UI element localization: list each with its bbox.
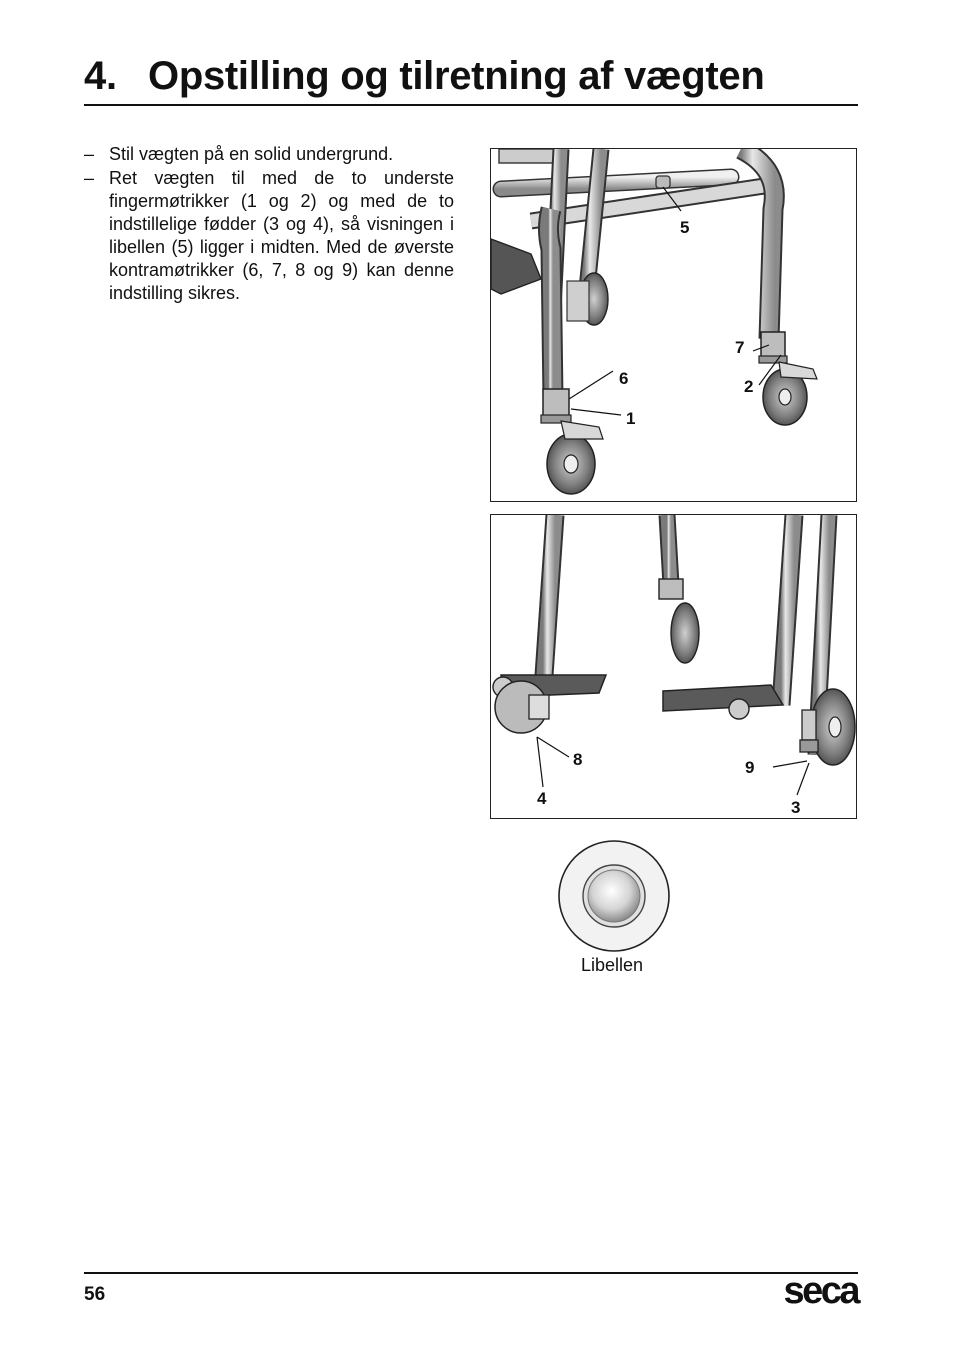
callout-lock-nut-8: 8 — [573, 750, 583, 769]
brand-logo: seca — [783, 1270, 858, 1312]
page-number: 56 — [84, 1284, 106, 1305]
bullet-dash: – — [84, 168, 95, 188]
header-rule — [84, 104, 858, 106]
instruction-text: Stil vægten på en solid undergrund. — [109, 144, 394, 164]
callout-level: 5 — [680, 218, 690, 237]
level-caption: Libellen — [580, 955, 644, 975]
instruction-text: Ret vægten til med de to underste fingermøtrikker (1 og 2) og med de to indstillelige fødder (3 og 4), så visningen i libellen (5) ligger i midten. Med de øverste kontramøtrikker (6, 7, 8 og 9) kan denne indstilling sikres. — [109, 168, 454, 303]
callout-adjustable-foot-4: 4 — [537, 789, 547, 808]
spirit-level-graphic — [557, 839, 671, 953]
page-title — [84, 54, 764, 99]
callout-finger-nut-1: 1 — [626, 409, 636, 428]
callout-lock-nut-9: 9 — [745, 758, 755, 777]
section-number: 4. — [84, 54, 117, 98]
adjustable-feet-illustration — [490, 514, 857, 819]
chair-frame-illustration — [490, 148, 857, 502]
callout-adjustable-foot-3: 3 — [791, 798, 801, 817]
section-title: Opstilling og tilretning af vægten — [148, 54, 765, 98]
feet-drawing — [491, 515, 856, 818]
instruction-list — [84, 143, 454, 306]
callout-lock-nut-7: 7 — [735, 338, 745, 357]
instruction-item — [84, 143, 454, 166]
callout-finger-nut-2: 2 — [744, 377, 754, 396]
bullet-dash: – — [84, 144, 95, 164]
instruction-item — [84, 167, 454, 305]
callout-lock-nut-6: 6 — [619, 369, 629, 388]
frame-drawing — [491, 149, 856, 501]
footer-rule — [84, 1272, 858, 1274]
bubble-level-icon — [557, 839, 671, 953]
